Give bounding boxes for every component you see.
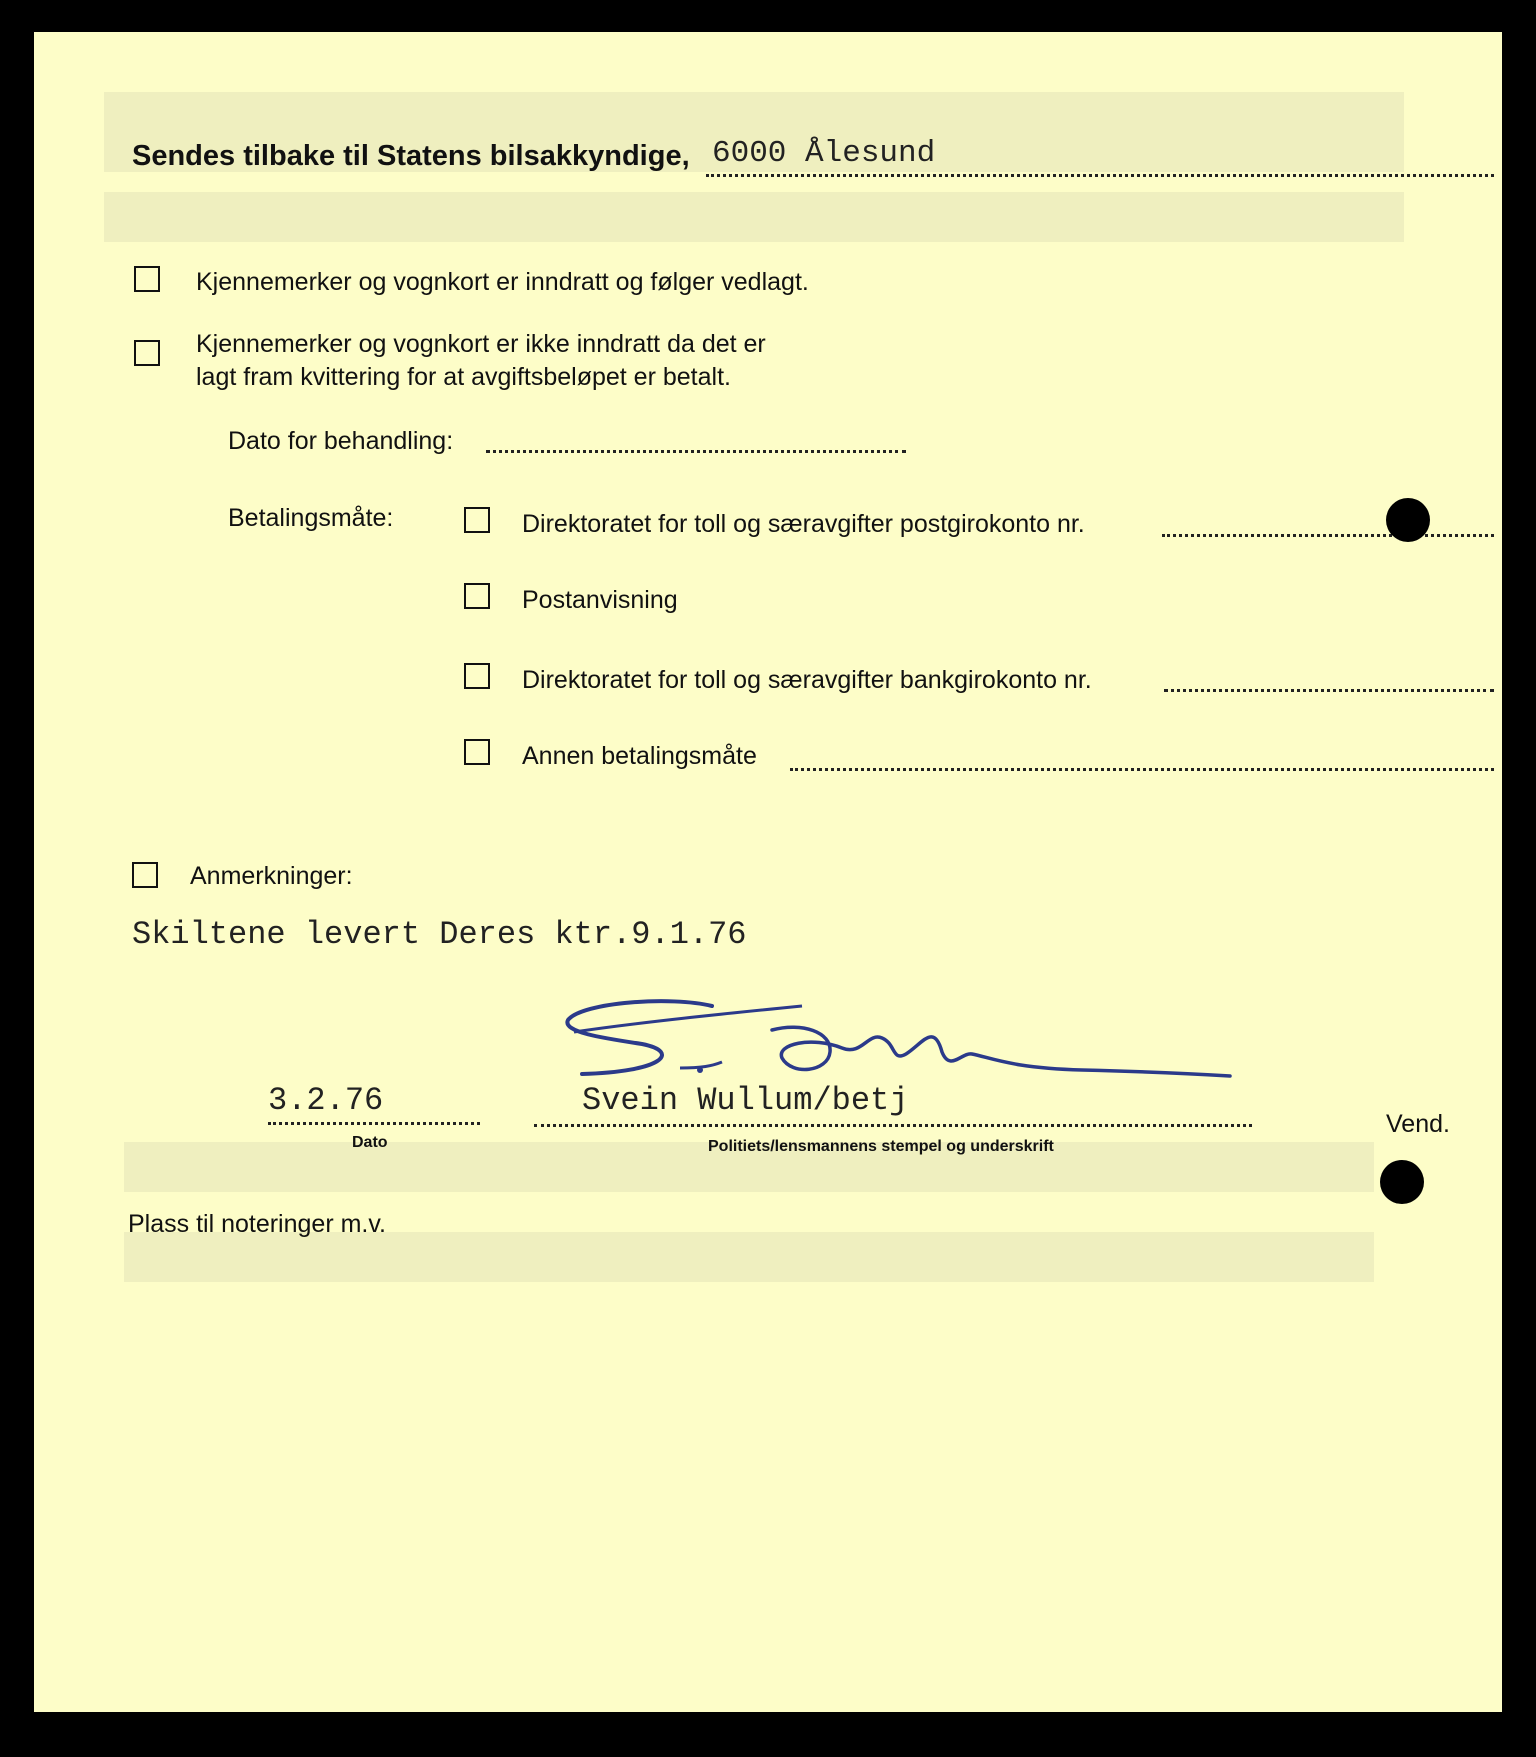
signature-caption: Politiets/lensmannens stempel og underskrift	[708, 1138, 1054, 1155]
treatment-date-label: Dato for behandling:	[228, 427, 454, 455]
bleed-through-band	[104, 192, 1404, 242]
treatment-date-line[interactable]	[486, 450, 906, 453]
return-to-label: Sendes tilbake til Statens bilsakkyndige,	[132, 140, 690, 172]
remarks-label: Anmerkninger:	[190, 862, 353, 890]
checkbox-remarks[interactable]	[132, 862, 158, 888]
punch-hole	[1386, 498, 1430, 542]
remarks-typed-text: Skiltene levert Deres ktr.9.1.76	[132, 916, 747, 953]
signature-date-value: 3.2.76	[268, 1082, 384, 1119]
checkbox-postgiro[interactable]	[464, 507, 490, 533]
form-sheet	[34, 32, 1502, 1712]
return-address-line	[706, 174, 1494, 177]
payment-other-label: Annen betalingsmåte	[522, 742, 757, 770]
turn-over-label: Vend.	[1386, 1110, 1450, 1138]
bleed-through-band	[124, 1232, 1374, 1282]
checkbox-bankgiro[interactable]	[464, 663, 490, 689]
option-not-confiscated-line2: lagt fram kvittering for at avgiftsbeløpet er betalt.	[196, 363, 731, 391]
payment-method-label: Betalingsmåte:	[228, 504, 394, 532]
signature-date-line[interactable]	[268, 1122, 480, 1125]
payment-postgiro-label: Direktoratet for toll og særavgifter postgirokonto nr.	[522, 510, 1085, 538]
option-confiscated-label: Kjennemerker og vognkort er inndratt og følger vedlagt.	[196, 268, 809, 296]
bankgiro-account-line[interactable]	[1164, 689, 1494, 692]
other-payment-line[interactable]	[790, 768, 1494, 771]
signature-typed-name: Svein Wullum/betj	[582, 1082, 909, 1119]
checkbox-postanvisning[interactable]	[464, 583, 490, 609]
payment-bankgiro-label: Direktoratet for toll og særavgifter bankgirokonto nr.	[522, 666, 1092, 694]
signature-date-caption: Dato	[352, 1134, 388, 1151]
option-not-confiscated-line1: Kjennemerker og vognkort er ikke inndratt da det er	[196, 330, 766, 358]
postgiro-account-line[interactable]	[1162, 534, 1494, 537]
checkbox-other-payment[interactable]	[464, 739, 490, 765]
notes-label: Plass til noteringer m.v.	[128, 1210, 386, 1238]
checkbox-confiscated[interactable]	[134, 266, 160, 292]
punch-hole	[1380, 1160, 1424, 1204]
checkbox-not-confiscated[interactable]	[134, 340, 160, 366]
return-address-value: 6000 Ålesund	[712, 136, 936, 171]
payment-postanvisning-label: Postanvisning	[522, 586, 678, 614]
signature-line[interactable]	[534, 1124, 1252, 1127]
